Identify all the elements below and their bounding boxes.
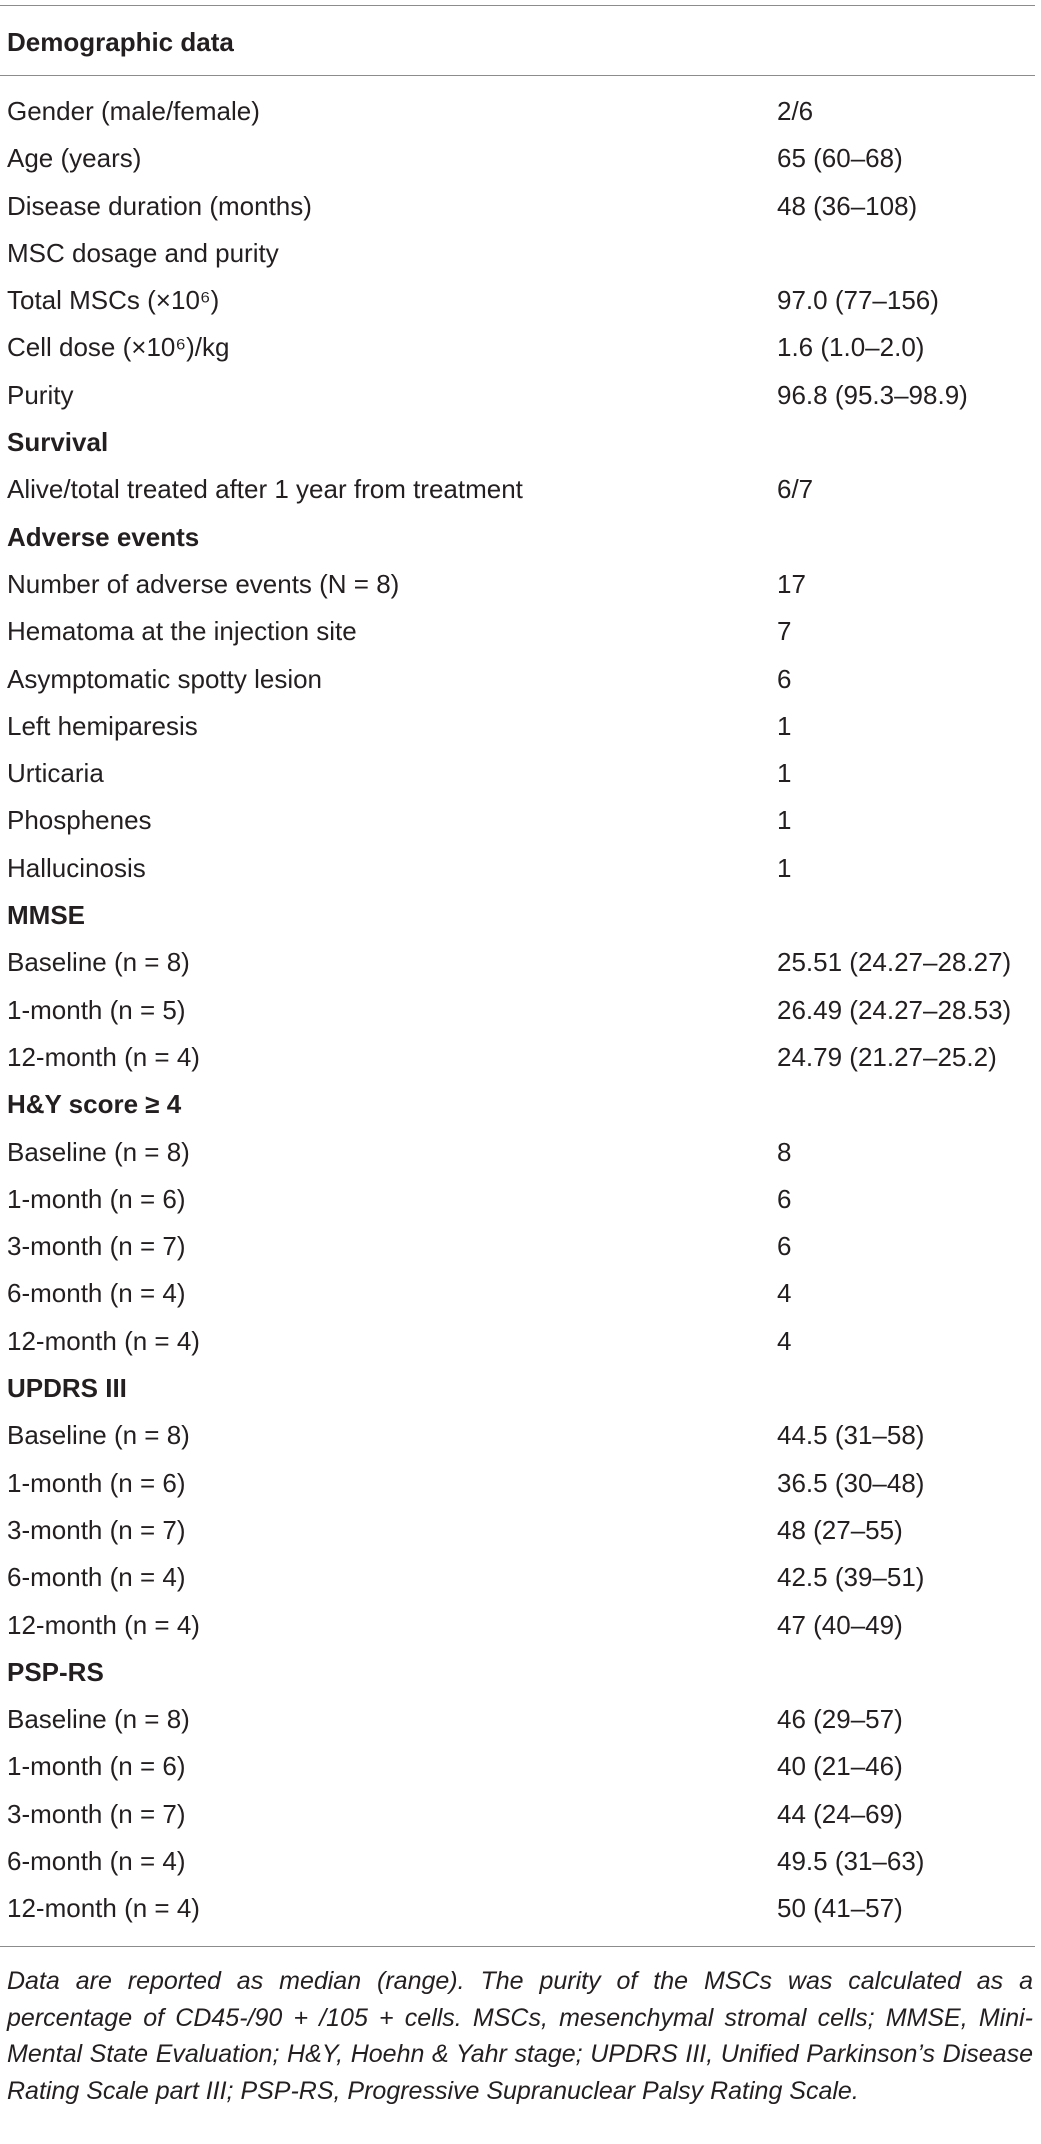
row-label: 12-month (n = 4) [7, 1609, 200, 1640]
row-label: Hallucinosis [7, 852, 146, 883]
table-row [0, 1412, 1041, 1459]
row-label: Disease duration (months) [7, 190, 312, 221]
row-value: 49.5 (31–63) [777, 1845, 925, 1876]
table-row [0, 1791, 1041, 1838]
section-header-row [0, 1081, 1041, 1128]
table-row [0, 703, 1041, 750]
row-label: Number of adverse events (N = 8) [7, 568, 400, 599]
table-row [0, 1696, 1041, 1743]
table-row [0, 372, 1041, 419]
row-label: 3-month (n = 7) [7, 1231, 186, 1262]
table-row [0, 1223, 1041, 1270]
row-label: Hematoma at the injection site [7, 616, 357, 647]
row-value: 6 [777, 663, 792, 694]
row-value: 96.8 (95.3–98.9) [777, 379, 968, 410]
table-row [0, 845, 1041, 892]
table-row [0, 987, 1041, 1034]
row-label: Baseline (n = 8) [7, 1704, 190, 1735]
table-row [0, 1176, 1041, 1223]
row-value: 97.0 (77–156) [777, 285, 939, 316]
table-row [0, 1602, 1041, 1649]
row-value: 24.79 (21.27–25.2) [777, 1041, 997, 1072]
row-label: Baseline (n = 8) [7, 1136, 190, 1167]
row-value: 42.5 (39–51) [777, 1562, 925, 1593]
section-header-row [0, 892, 1041, 939]
row-label: Baseline (n = 8) [7, 1420, 190, 1451]
row-value: 1.6 (1.0–2.0) [777, 332, 925, 363]
row-label: Asymptomatic spotty lesion [7, 663, 323, 694]
row-value: 25.51 (24.27–28.27) [777, 947, 1012, 978]
row-value: 26.49 (24.27–28.53) [777, 994, 1012, 1025]
table-row [0, 135, 1041, 182]
row-label: 1-month (n = 6) [7, 1751, 186, 1782]
table-row [0, 466, 1041, 513]
row-value: 44.5 (31–58) [777, 1420, 925, 1451]
table-row [0, 230, 1041, 277]
table-row [0, 1838, 1041, 1885]
table-row [0, 277, 1041, 324]
row-value: 6 [777, 1231, 792, 1262]
row-label: 1-month (n = 6) [7, 1467, 186, 1498]
header-rule [0, 75, 1035, 76]
section-title: Adverse events [7, 521, 200, 552]
table-row [0, 656, 1041, 703]
table-row [0, 797, 1041, 844]
table-row [0, 324, 1041, 371]
top-rule [0, 5, 1035, 6]
section-header-row [0, 1365, 1041, 1412]
table-row [0, 1743, 1041, 1790]
table-row [0, 183, 1041, 230]
row-label: 1-month (n = 6) [7, 1183, 186, 1214]
row-label: 12-month (n = 4) [7, 1041, 200, 1072]
table-footnote: Data are reported as median (range). The purity of the MSCs was calculated as a percentage of CD45-/90 + /105 + cells. MSCs, mesenchymal stromal cells; MMSE, Mini-Mental State Evaluation; H&Y, Hoehn & Yahr stage; UPDRS III, Unified Parkinson’s Disease Rating Scale part III; PSP-RS, Progressive Supranuclear Palsy Rating Scale. [7, 1967, 1033, 2105]
row-label: Phosphenes [7, 805, 152, 836]
row-value: 50 (41–57) [777, 1893, 903, 1924]
row-label: Baseline (n = 8) [7, 947, 190, 978]
row-label: 6-month (n = 4) [7, 1562, 186, 1593]
row-label: Gender (male/female) [7, 96, 260, 126]
table-row [0, 1034, 1041, 1081]
table-row [0, 939, 1041, 986]
table-row [0, 1554, 1041, 1601]
row-label: 12-month (n = 4) [7, 1325, 200, 1356]
row-value: 36.5 (30–48) [777, 1467, 925, 1498]
row-value: 7 [777, 616, 792, 647]
row-value: 6 [777, 1183, 792, 1214]
row-label: 3-month (n = 7) [7, 1514, 186, 1545]
table-row [0, 1507, 1041, 1554]
row-value: 65 (60–68) [777, 143, 903, 174]
section-header-row [0, 514, 1041, 561]
row-value: 48 (36–108) [777, 190, 918, 221]
row-value: 48 (27–55) [777, 1514, 903, 1545]
row-label: Age (years) [7, 143, 142, 174]
section-title: UPDRS III [7, 1373, 127, 1404]
table-row [0, 1270, 1041, 1317]
row-value: 17 [777, 568, 806, 599]
table-body [0, 88, 1041, 1933]
row-value: 1 [777, 710, 792, 741]
table-header: Demographic data [7, 27, 234, 57]
row-label: Urticaria [7, 758, 104, 789]
table-row [0, 1318, 1041, 1365]
row-label: Left hemiparesis [7, 710, 198, 741]
row-value: 1 [777, 758, 792, 789]
row-label: Total MSCs (×10⁶) [7, 285, 220, 316]
row-label: Alive/total treated after 1 year from treatment [7, 474, 523, 505]
row-label: 12-month (n = 4) [7, 1893, 200, 1924]
row-label: Purity [7, 379, 74, 410]
row-label: Cell dose (×10⁶)/kg [7, 332, 230, 363]
table-row [0, 1460, 1041, 1507]
row-value: 46 (29–57) [777, 1704, 903, 1735]
row-label: 6-month (n = 4) [7, 1278, 186, 1309]
table-row [0, 1885, 1041, 1932]
section-header-row [0, 1649, 1041, 1696]
row-value: 4 [777, 1325, 792, 1356]
table-row [0, 608, 1041, 655]
row-value: 4 [777, 1278, 792, 1309]
section-title: Survival [7, 427, 109, 458]
row-value: 1 [777, 805, 792, 836]
section-title: MMSE [7, 900, 85, 931]
row-value: 40 (21–46) [777, 1751, 903, 1782]
section-title: H&Y score ≥ 4 [7, 1089, 182, 1120]
row-label: 1-month (n = 5) [7, 994, 186, 1025]
table-row [0, 88, 1041, 135]
row-value: 8 [777, 1136, 792, 1167]
row-value: 6/7 [777, 474, 814, 505]
section-header-row [0, 419, 1041, 466]
row-label: 6-month (n = 4) [7, 1845, 186, 1876]
table-row [0, 1129, 1041, 1176]
table-row [0, 561, 1041, 608]
footer-rule [0, 1946, 1035, 1947]
row-value: 2/6 [777, 96, 814, 126]
row-value: 44 (24–69) [777, 1798, 903, 1829]
row-value: 1 [777, 852, 792, 883]
row-label: 3-month (n = 7) [7, 1798, 186, 1829]
row-label: MSC dosage and purity [7, 237, 279, 268]
row-value: 47 (40–49) [777, 1609, 903, 1640]
table-row [0, 750, 1041, 797]
section-title: PSP-RS [7, 1656, 104, 1687]
